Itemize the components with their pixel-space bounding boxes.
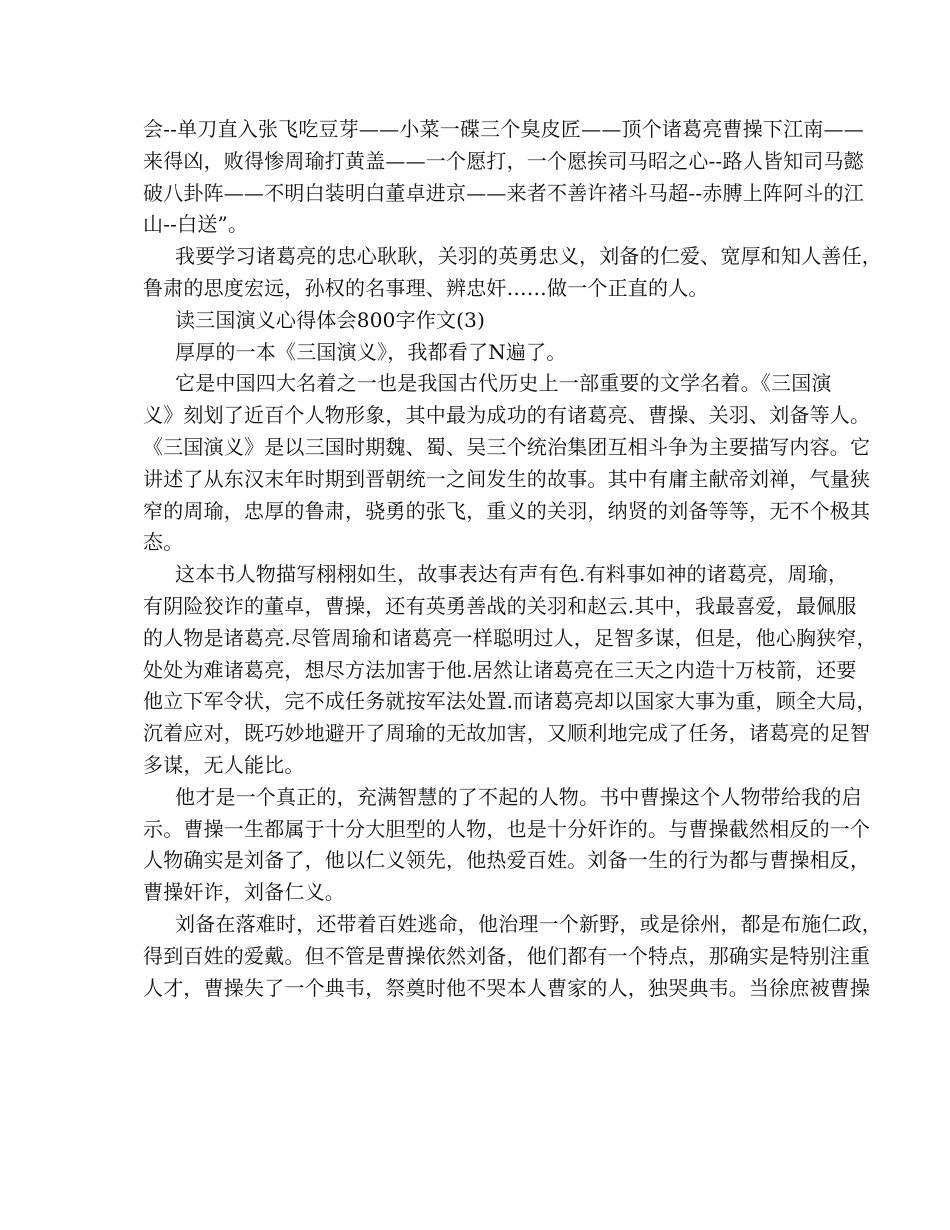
text-line: 我要学习诸葛亮的忠心耿耿，关羽的英勇忠义，刘备的仁爱、宽厚和知人善任， — [175, 244, 882, 269]
section-heading: 读三国演义心得体会800字作文(3) — [175, 307, 486, 332]
document-page — [143, 114, 882, 1004]
text-line: 《三国演义》是以三国时期魏、蜀、吴三个统治集团互相斗争为主要描写内容。它 — [143, 434, 871, 459]
text-line: 有阴险狡诈的董卓，曹操，还有英勇善战的关羽和赵云.其中，我最喜爱，最佩服 — [143, 593, 857, 618]
text-line: 会--单刀直入张飞吃豆芽——小菜一碟三个臭皮匠——顶个诸葛亮曹操下江南—— — [143, 117, 864, 141]
text-line: 刘备在落难时，还带着百姓逃命，他治理一个新野，或是徐州，都是布施仁政， — [175, 911, 882, 936]
text-line: 破八卦阵——不明白装明白董卓进京——来者不善许褚斗马超--赤膊上阵阿斗的江 — [143, 180, 864, 205]
text-line: 义》刻划了近百个人物形象，其中最为成功的有诸葛亮、曹操、关羽、刘备等人。 — [143, 403, 871, 428]
text-line: 态。 — [143, 530, 184, 555]
text-line: 处处为难诸葛亮，想尽方法加害于他.居然让诸葛亮在三天之内造十万枝箭，还要 — [143, 657, 857, 682]
text-line: 人物确实是刘备了，他以仁义领先，他热爱百姓。刘备一生的行为都与曹操相反， — [143, 848, 871, 873]
text-line: 示。曹操一生都属于十分大胆型的人物，也是十分奸诈的。与曹操截然相反的一个 — [143, 816, 871, 841]
text-line: 他立下军令状，完不成任务就按军法处置.而诸葛亮却以国家大事为重，顾全大局， — [143, 689, 877, 714]
text-line: 厚厚的一本《三国演义》，我都看了N遍了。 — [175, 339, 567, 364]
text-line: 它是中国四大名着之一也是我国古代历史上一部重要的文学名着。《三国演 — [175, 371, 832, 396]
text-line: 山--白送”。 — [143, 212, 249, 237]
text-line: 讲述了从东汉末年时期到晋朝统一之间发生的故事。其中有庸主献帝刘禅，气量狭 — [143, 466, 871, 491]
text-line: 多谋，无人能比。 — [143, 752, 305, 777]
text-line: 窄的周瑜，忠厚的鲁肃，骁勇的张飞，重义的关羽，纳贤的刘备等等，无不个极其 — [143, 498, 871, 523]
text-line: 这本书人物描写栩栩如生，故事表达有声有色.有料事如神的诸葛亮，周瑜， — [175, 562, 849, 587]
text-line: 来得凶，败得惨周瑜打黄盖——一个愿打，一个愿挨司马昭之心--路人皆知司马懿 — [143, 148, 864, 173]
text-line: 他才是一个真正的，充满智慧的了不起的人物。书中曹操这个人物带给我的启 — [175, 784, 862, 809]
text-line: 沉着应对，既巧妙地避开了周瑜的无故加害，又顺利地完成了任务，诸葛亮的足智 — [143, 721, 871, 746]
text-line: 曹操奸诈，刘备仁义。 — [143, 880, 345, 905]
text-line: 得到百姓的爱戴。但不管是曹操依然刘备，他们都有一个特点，那确实是特别注重 — [143, 943, 871, 968]
text-line: 鲁肃的思度宏远，孙权的名事理、辨忠奸……做一个正直的人。 — [143, 275, 709, 300]
text-line: 的人物是诸葛亮.尽管周瑜和诸葛亮一样聪明过人，足智多谋，但是，他心胸狭窄， — [143, 625, 877, 650]
text-line: 人才，曹操失了一个典韦，祭奠时他不哭本人曹家的人，独哭典韦。当徐庶被曹操 — [143, 975, 871, 1000]
